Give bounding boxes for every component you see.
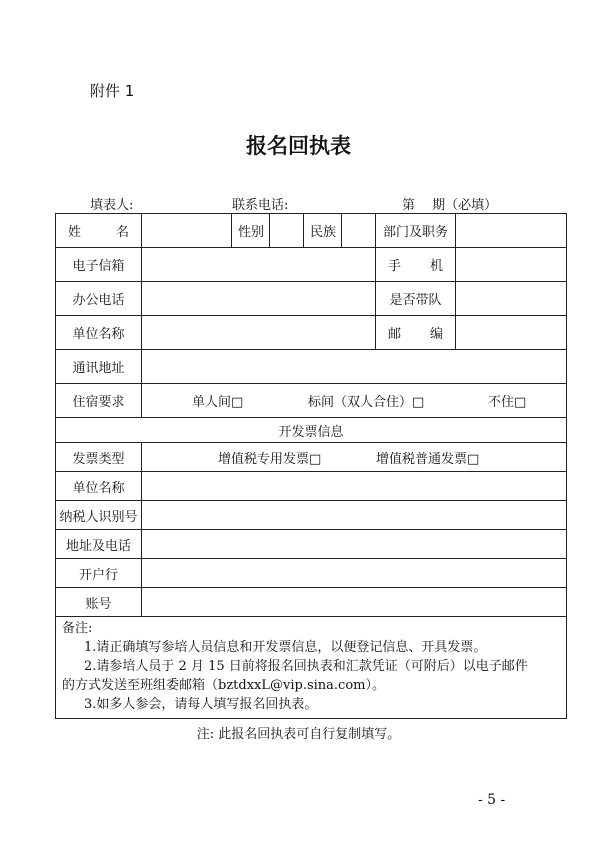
unit-name-field[interactable]	[142, 316, 376, 350]
note-2b: 的方式发送至班组委邮箱（bztdxxL@vip.sina.com）。	[62, 678, 385, 693]
address-field[interactable]	[142, 350, 567, 384]
invoice-unit-label: 单位名称	[56, 472, 142, 501]
address-phone-field[interactable]	[142, 530, 567, 559]
note-1: 1.请正确填写参培人员信息和开发票信息，以便登记信息、开具发票。	[84, 640, 487, 655]
account-field[interactable]	[142, 588, 567, 617]
lodging-standard-option[interactable]: 标间（双人合住）□	[308, 395, 425, 410]
dept-field[interactable]	[456, 214, 567, 248]
row-address-phone	[56, 530, 567, 559]
dept-label: 部门及职务	[376, 214, 456, 248]
email-field[interactable]	[142, 248, 376, 282]
bank-label: 开户行	[56, 559, 142, 588]
account-label: 账号	[56, 588, 142, 617]
contact-phone-label: 联系电话:	[232, 198, 289, 213]
bank-field[interactable]	[142, 559, 567, 588]
ethnicity-label: 民族	[304, 214, 342, 248]
mobile-label: 手 机	[376, 248, 456, 282]
row-invoice-type	[56, 443, 567, 472]
attachment-label: 附件 1	[90, 82, 135, 100]
period-label: 第 期（必填）	[402, 198, 498, 213]
row-name	[56, 214, 567, 248]
note-3: 3.如多人参会，请每人填写报名回执表。	[84, 697, 318, 712]
form-title: 报名回执表	[246, 134, 351, 158]
row-taxpayer	[56, 501, 567, 530]
row-unit	[56, 316, 567, 350]
leading-team-field[interactable]	[456, 282, 567, 316]
filler-label: 填表人:	[90, 198, 134, 213]
unit-name-label: 单位名称	[56, 316, 142, 350]
ethnicity-field[interactable]	[342, 214, 376, 248]
footnote: 注: 此报名回执表可自行复制填写。	[196, 727, 401, 742]
office-phone-field[interactable]	[142, 282, 376, 316]
page-number: - 5 -	[478, 792, 506, 808]
name-field[interactable]	[142, 214, 232, 248]
row-bank	[56, 559, 567, 588]
invoice-type-options	[142, 443, 567, 472]
gender-field[interactable]	[270, 214, 304, 248]
leading-team-label: 是否带队	[376, 282, 456, 316]
notes-cell	[56, 617, 567, 719]
invoice-special-option[interactable]: 增值税专用发票□	[218, 451, 322, 467]
row-notes	[56, 617, 567, 719]
lodging-none-option[interactable]: 不住□	[488, 395, 527, 410]
lodging-label: 住宿要求	[56, 384, 142, 418]
taxpayer-id-label: 纳税人识别号	[56, 501, 142, 530]
gender-label: 性别	[232, 214, 270, 248]
invoice-section-header: 开发票信息	[56, 418, 567, 443]
row-invoice-header	[56, 418, 567, 443]
postcode-label: 邮 编	[376, 316, 456, 350]
invoice-unit-field[interactable]	[142, 472, 567, 501]
row-lodging	[56, 384, 567, 418]
postcode-field[interactable]	[456, 316, 567, 350]
invoice-ordinary-option[interactable]: 增值税普通发票□	[376, 451, 480, 467]
email-label: 电子信箱	[56, 248, 142, 282]
row-account	[56, 588, 567, 617]
row-email	[56, 248, 567, 282]
address-phone-label: 地址及电话	[56, 530, 142, 559]
lodging-options	[142, 384, 567, 418]
registration-form-table	[55, 213, 567, 719]
name-label: 姓 名	[56, 214, 142, 248]
address-label: 通讯地址	[56, 350, 142, 384]
lodging-single-option[interactable]: 单人间□	[192, 395, 244, 410]
note-2a: 2.请参培人员于 2 月 15 日前将报名回执表和汇款凭证（可附后）以电子邮件	[84, 659, 528, 674]
row-invoice-unit	[56, 472, 567, 501]
mobile-field[interactable]	[456, 248, 567, 282]
row-office-phone	[56, 282, 567, 316]
office-phone-label: 办公电话	[56, 282, 142, 316]
notes-heading: 备注:	[62, 621, 93, 636]
row-address	[56, 350, 567, 384]
taxpayer-id-field[interactable]	[142, 501, 567, 530]
invoice-type-label: 发票类型	[56, 443, 142, 472]
